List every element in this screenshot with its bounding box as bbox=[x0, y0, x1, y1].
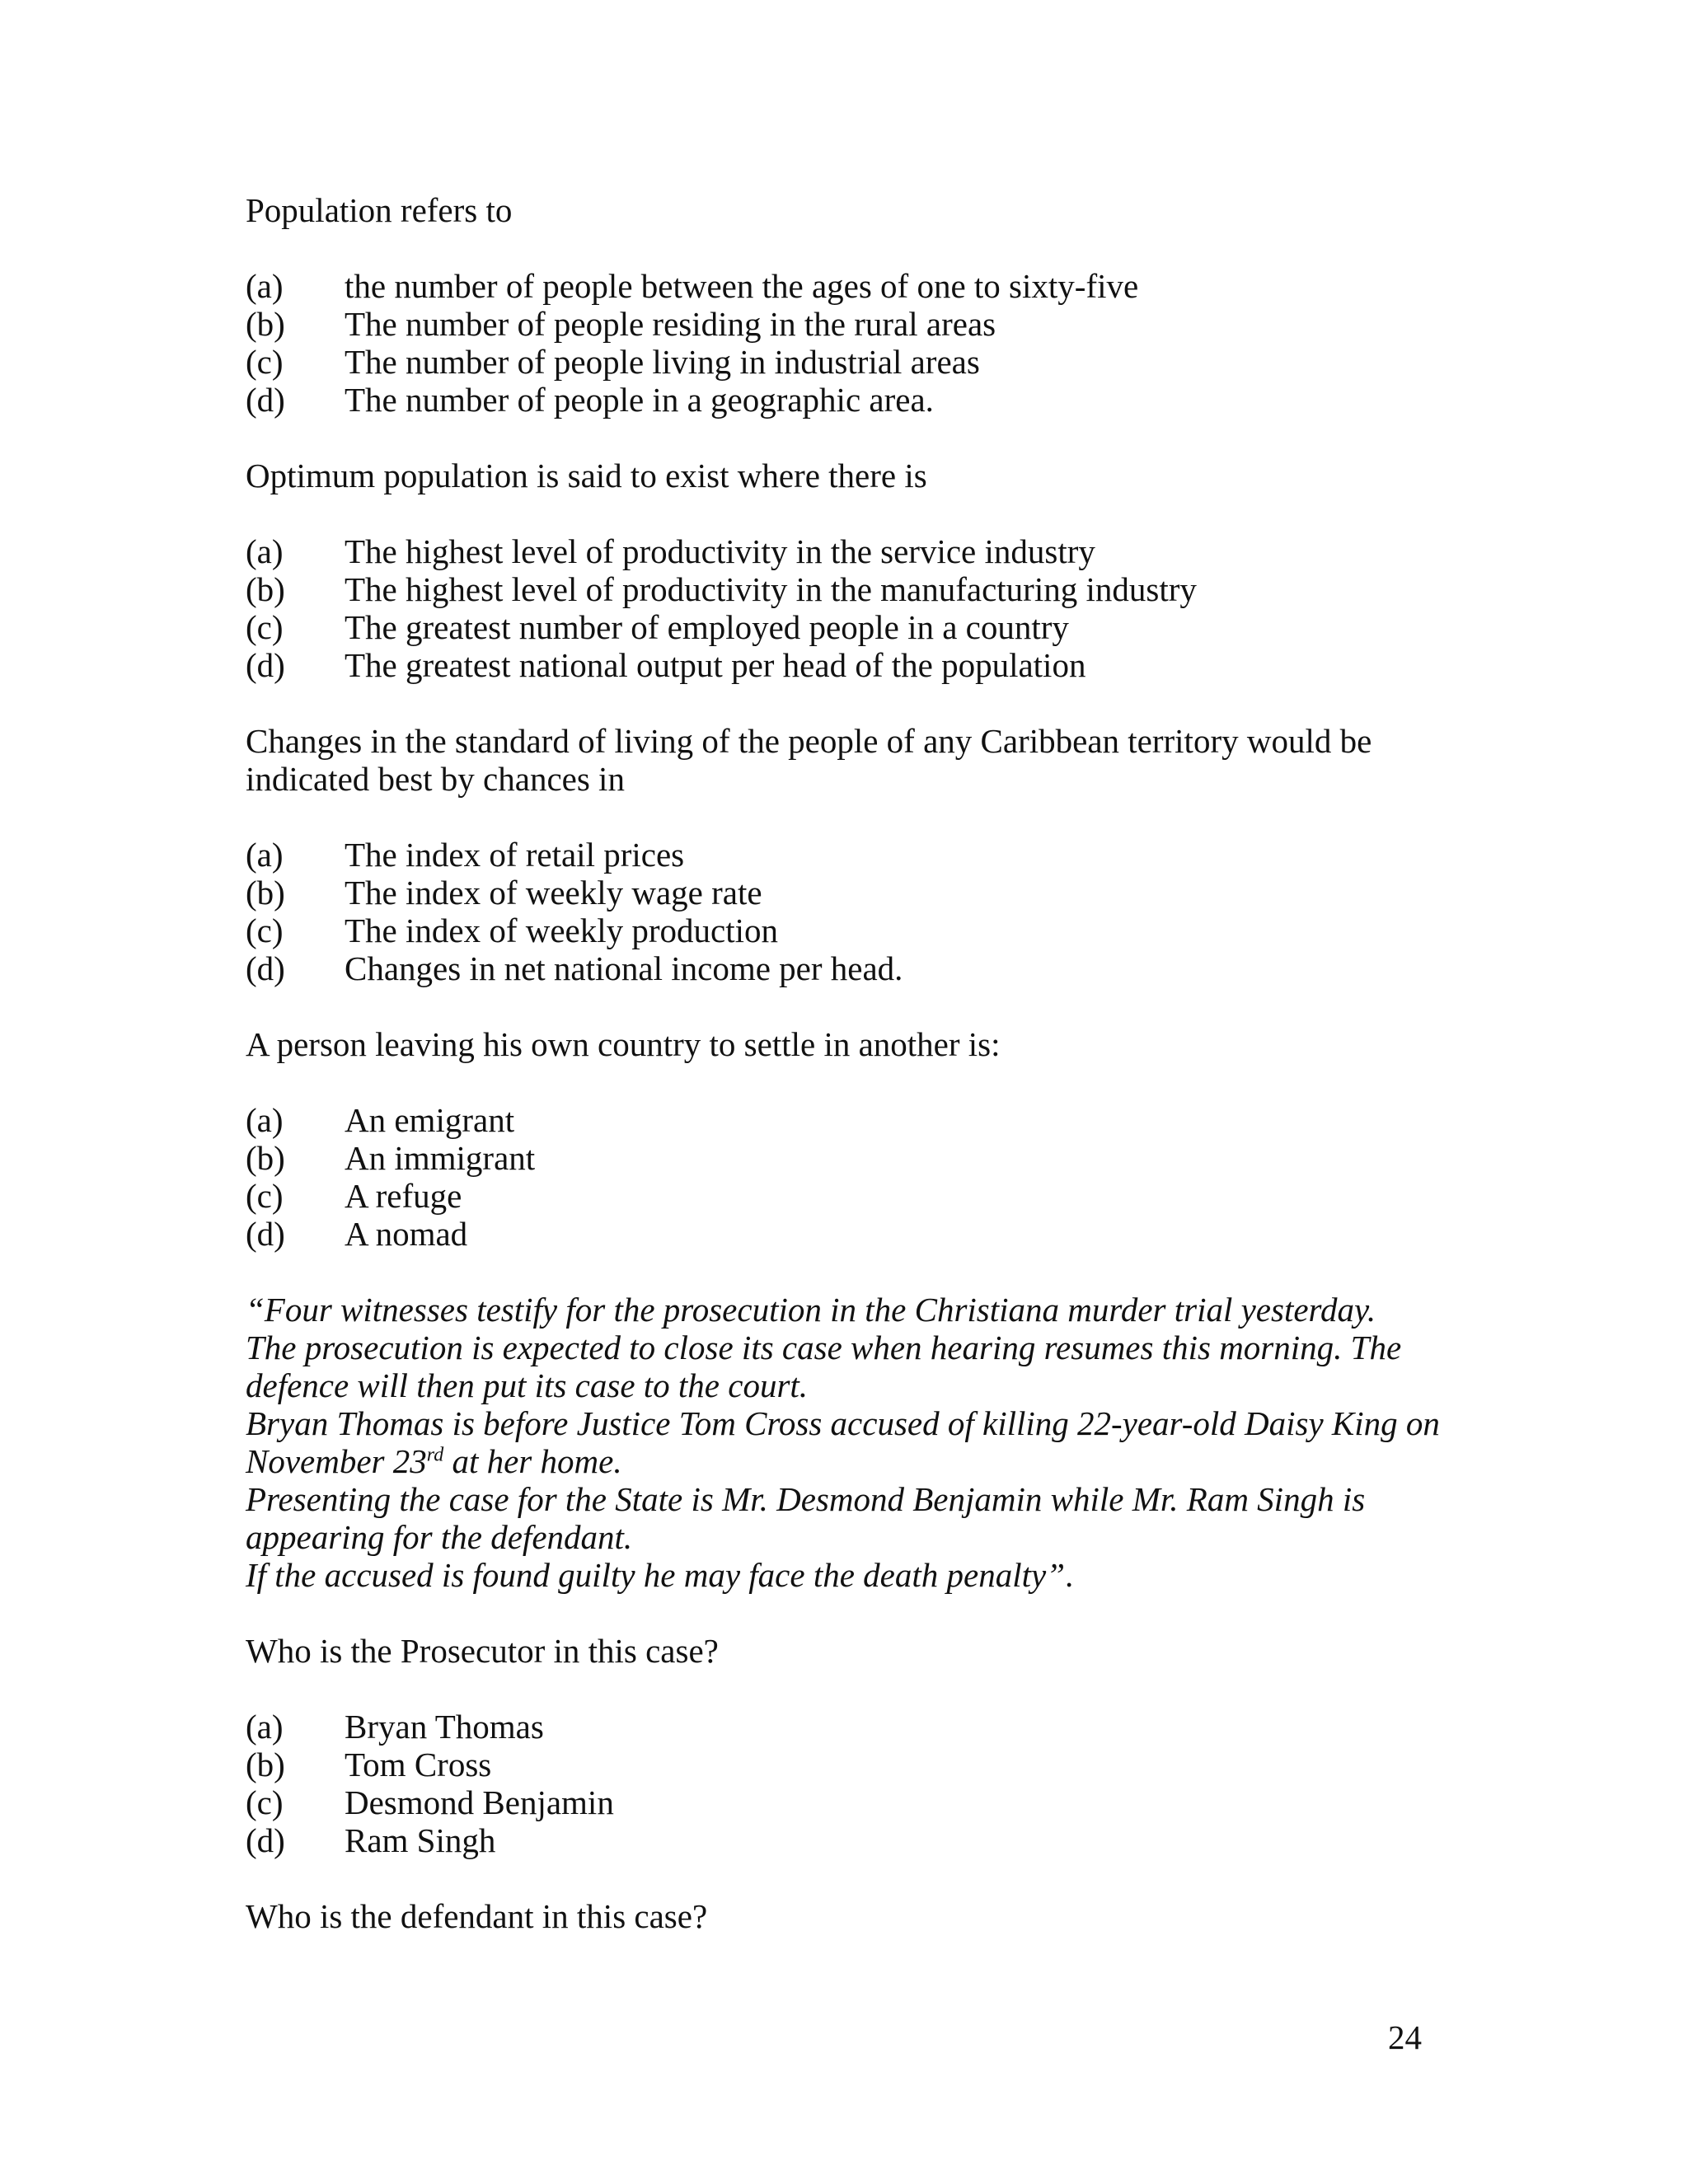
option bbox=[246, 874, 1441, 912]
option-text: A refuge bbox=[345, 1177, 462, 1215]
option-letter: (a) bbox=[246, 1101, 284, 1139]
option-letter: (c) bbox=[246, 1177, 284, 1215]
option bbox=[246, 1783, 1441, 1821]
option bbox=[246, 1139, 1441, 1177]
question-stem: Optimum population is said to exist where there is bbox=[246, 457, 927, 494]
option-text: The greatest national output per head of the population bbox=[345, 646, 1086, 684]
option-letter: (a) bbox=[246, 836, 284, 874]
option bbox=[246, 1821, 1441, 1859]
option-text: Bryan Thomas bbox=[345, 1708, 544, 1746]
option-letter: (a) bbox=[246, 267, 284, 305]
option-letter: (d) bbox=[246, 1215, 285, 1253]
passage-text: If the accused is found guilty he may face the death penalty” bbox=[246, 1556, 1065, 1594]
option bbox=[246, 836, 1441, 874]
option-text: The index of retail prices bbox=[345, 836, 685, 874]
passage-text: at her home. bbox=[443, 1442, 622, 1480]
option-text: Changes in net national income per head. bbox=[345, 949, 903, 987]
passage-line bbox=[246, 1556, 1441, 1594]
option-text: Tom Cross bbox=[345, 1746, 492, 1783]
passage-line: The prosecution is expected to close its case when hearing resumes this morning. The bbox=[246, 1329, 1402, 1366]
option-letter: (b) bbox=[246, 305, 285, 343]
passage-line: defence will then put its case to the court. bbox=[246, 1366, 809, 1404]
option-letter: (b) bbox=[246, 1746, 285, 1783]
option-letter: (d) bbox=[246, 949, 285, 987]
passage-line: “Four witnesses testify for the prosecution in the Christiana murder trial yesterday. bbox=[246, 1291, 1376, 1329]
option-text: The number of people living in industrial areas bbox=[345, 343, 980, 381]
news-passage bbox=[246, 1291, 1441, 1594]
option bbox=[246, 305, 1441, 343]
option-letter: (c) bbox=[246, 343, 284, 381]
option-text: the number of people between the ages of one to sixty-five bbox=[345, 267, 1139, 305]
option bbox=[246, 381, 1441, 419]
option bbox=[246, 949, 1441, 987]
option-text: The index of weekly production bbox=[345, 912, 779, 949]
option-letter: (c) bbox=[246, 1783, 284, 1821]
option-text: Ram Singh bbox=[345, 1821, 496, 1859]
question-stem-line: indicated best by chances in bbox=[246, 760, 625, 798]
option-text: Desmond Benjamin bbox=[345, 1783, 614, 1821]
option-letter: (d) bbox=[246, 1821, 285, 1859]
question-stem: Population refers to bbox=[246, 191, 513, 229]
option-letter: (b) bbox=[246, 1139, 285, 1177]
option bbox=[246, 646, 1441, 684]
option-letter: (c) bbox=[246, 912, 284, 949]
option bbox=[246, 1708, 1441, 1746]
option bbox=[246, 1215, 1441, 1253]
passage-line: appearing for the defendant. bbox=[246, 1518, 633, 1556]
question-stem: A person leaving his own country to settle in another is: bbox=[246, 1025, 1001, 1063]
question-stem bbox=[246, 722, 1441, 798]
option bbox=[246, 343, 1441, 381]
option-letter: (d) bbox=[246, 646, 285, 684]
option bbox=[246, 1746, 1441, 1783]
option-letter: (a) bbox=[246, 532, 284, 570]
option-letter: (c) bbox=[246, 608, 284, 646]
option bbox=[246, 1177, 1441, 1215]
option-text: The number of people in a geographic area. bbox=[345, 381, 934, 419]
question-stem-line: Changes in the standard of living of the people of any Caribbean territory would be bbox=[246, 722, 1372, 760]
ordinal-suffix: rd bbox=[426, 1444, 444, 1466]
passage-line: Presenting the case for the State is Mr. Desmond Benjamin while Mr. Ram Singh is bbox=[246, 1480, 1366, 1518]
option-list bbox=[246, 1708, 1441, 1859]
option bbox=[246, 267, 1441, 305]
option-text: The highest level of productivity in the service industry bbox=[345, 532, 1095, 570]
page-number: 24 bbox=[1388, 2018, 1422, 2056]
page-content bbox=[246, 191, 1441, 1973]
question-stem: Who is the defendant in this case? bbox=[246, 1897, 708, 1935]
passage-line: Bryan Thomas is before Justice Tom Cross accused of killing 22-year-old Daisy King on bbox=[246, 1404, 1440, 1442]
option-letter: (b) bbox=[246, 874, 285, 912]
passage-period: . bbox=[1065, 1556, 1074, 1594]
option-text: A nomad bbox=[345, 1215, 468, 1253]
option-letter: (b) bbox=[246, 570, 285, 608]
option-text: An immigrant bbox=[345, 1139, 536, 1177]
option bbox=[246, 912, 1441, 949]
option bbox=[246, 532, 1441, 570]
passage-line bbox=[246, 1442, 1441, 1480]
option-text: The index of weekly wage rate bbox=[345, 874, 762, 912]
option-list bbox=[246, 836, 1441, 987]
option-text: An emigrant bbox=[345, 1101, 515, 1139]
option bbox=[246, 608, 1441, 646]
option-list bbox=[246, 532, 1441, 684]
option-text: The greatest number of employed people in a country bbox=[345, 608, 1069, 646]
option bbox=[246, 570, 1441, 608]
option-list bbox=[246, 1101, 1441, 1253]
question-stem: Who is the Prosecutor in this case? bbox=[246, 1632, 719, 1670]
option-text: The highest level of productivity in the manufacturing industry bbox=[345, 570, 1197, 608]
option-letter: (d) bbox=[246, 381, 285, 419]
option-text: The number of people residing in the rural areas bbox=[345, 305, 996, 343]
option bbox=[246, 1101, 1441, 1139]
option-letter: (a) bbox=[246, 1708, 284, 1746]
option-list bbox=[246, 267, 1441, 419]
passage-date-text: November 23 bbox=[246, 1442, 427, 1480]
